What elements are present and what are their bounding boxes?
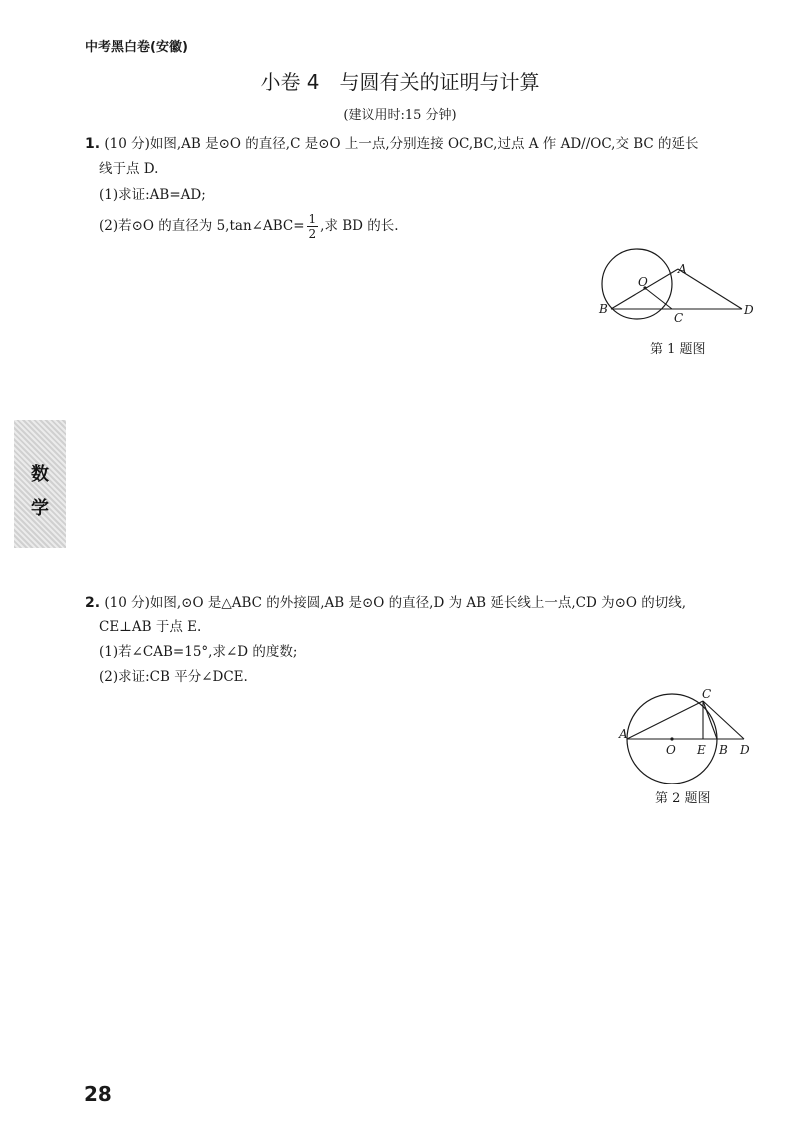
figure-1-line-oc <box>645 288 672 309</box>
figure-2-label-o: O <box>666 743 676 757</box>
fraction-numerator: 1 <box>308 212 317 226</box>
question-1-figure <box>590 248 770 334</box>
question-2-part-1: (1)若∠CAB=15°,求∠D 的度数; <box>99 644 298 660</box>
side-tab-char-2: 学 <box>31 498 49 519</box>
question-1-part-2-after: ,求 BD 的长. <box>320 218 399 234</box>
question-1-part-2 <box>99 212 399 241</box>
fraction-denominator: 2 <box>308 227 317 241</box>
question-1-line-1 <box>85 132 699 152</box>
question-1-part-2-before: (2)若⊙O 的直径为 5,tan∠ABC= <box>99 218 305 234</box>
question-1-part-1: (1)求证:AB=AD; <box>99 187 206 203</box>
question-2-number: 2. <box>85 595 101 611</box>
figure-2-center-point <box>670 737 673 740</box>
figure-2-line-cb <box>703 701 717 739</box>
question-1-figure-caption: 第 1 题图 <box>650 342 706 357</box>
page-title: 小卷 4 与圆有关的证明与计算 <box>260 70 540 94</box>
figure-2-label-d: D <box>740 743 750 757</box>
figure-1-line-ad <box>678 269 742 309</box>
fraction <box>307 212 319 241</box>
figure-1-label-d: D <box>744 303 754 317</box>
figure-2-line-cd <box>703 701 744 739</box>
question-2-text: (10 分)如图,⊙O 是△ABC 的外接圆,AB 是⊙O 的直径,D 为 AB 延长线上一点,CD 为⊙O 的切线, <box>104 595 687 611</box>
question-1-text: (10 分)如图,AB 是⊙O 的直径,C 是⊙O 上一点,分别连接 OC,BC,过点 A 作 AD//OC,交 BC 的延长 <box>104 136 699 152</box>
question-2-figure-caption: 第 2 题图 <box>655 791 711 806</box>
side-tab-char-1: 数 <box>31 464 49 485</box>
figure-1-label-c: C <box>674 311 684 325</box>
question-2-part-2: (2)求证:CB 平分∠DCE. <box>99 669 248 685</box>
subject-side-tab <box>14 420 66 548</box>
figure-1-label-o: O <box>638 275 648 289</box>
question-1-number: 1. <box>85 136 101 152</box>
question-2-line-2: CE⊥AB 于点 E. <box>99 619 202 635</box>
figure-2-label-e: E <box>697 743 706 757</box>
header-label: 中考黑白卷(安徽) <box>85 40 188 55</box>
figure-2-label-a: A <box>619 727 628 741</box>
figure-2-label-b: B <box>719 743 728 757</box>
figure-2-line-ac <box>627 701 703 739</box>
suggested-time: (建议用时:15 分钟) <box>343 108 457 123</box>
question-2-line-1 <box>85 591 686 611</box>
question-2-figure <box>616 686 762 784</box>
figure-2-label-c: C <box>702 687 712 701</box>
figure-1-label-a: A <box>678 262 687 276</box>
figure-1-label-b: B <box>599 302 608 316</box>
page-number: 28 <box>84 1082 112 1106</box>
question-1-line-2: 线于点 D. <box>99 161 159 177</box>
